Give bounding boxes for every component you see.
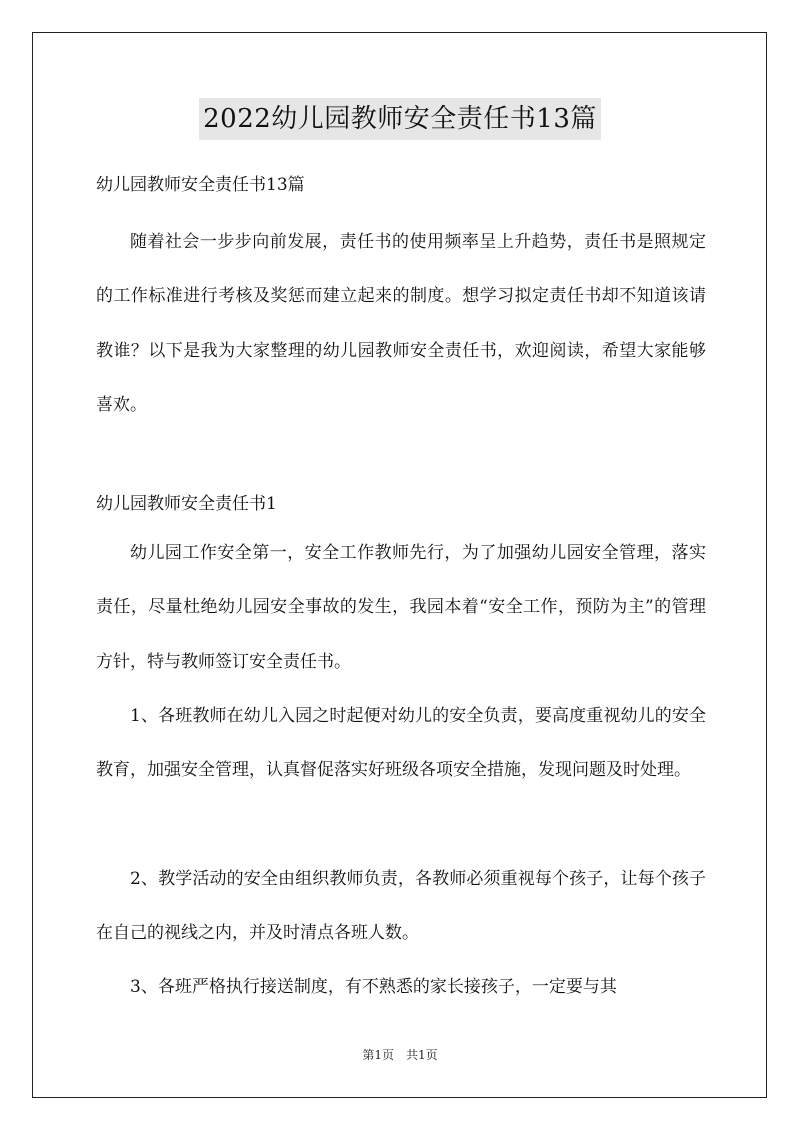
body-paragraph-1: 幼儿园工作安全第一，安全工作教师先行，为了加强幼儿园安全管理，落实责任，尽量杜绝幼儿园安全事故的发生，我园本着“安全工作，预防为主”的管理方针，特与教师签订安全责任书。 [96, 543, 706, 672]
section-heading: 幼儿园教师安全责任书1 [96, 494, 277, 514]
body-paragraph-3: 2、教学活动的安全由组织教师负责，各教师必须重视每个孩子，让每个孩子在自己的视线之内，并及时清点各班人数。 [96, 869, 706, 944]
document-title: 2022幼儿园教师安全责任书13篇 [199, 98, 601, 140]
body-paragraph-2: 1、各班教师在幼儿入园之时起便对幼儿的安全负责，要高度重视幼儿的安全教育，加强安全管理，认真督促落实好班级各项安全措施，发现问题及时处理。 [96, 706, 706, 781]
page-footer: 第1页 共1页 [362, 1048, 438, 1062]
document-subtitle: 幼儿园教师安全责任书13篇 [96, 175, 305, 195]
intro-paragraph: 随着社会一步步向前发展，责任书的使用频率呈上升趋势，责任书是照规定的工作标准进行考核及奖惩而建立起来的制度。想学习拟定责任书却不知道该请教谁？以下是我为大家整理的幼儿园教师安全责任书，欢迎阅读，希望大家能够喜欢。 [96, 232, 706, 415]
body-paragraph-4: 3、各班严格执行接送制度，有不熟悉的家长接孩子，一定要与其 [130, 977, 617, 997]
title-container [0, 98, 800, 140]
